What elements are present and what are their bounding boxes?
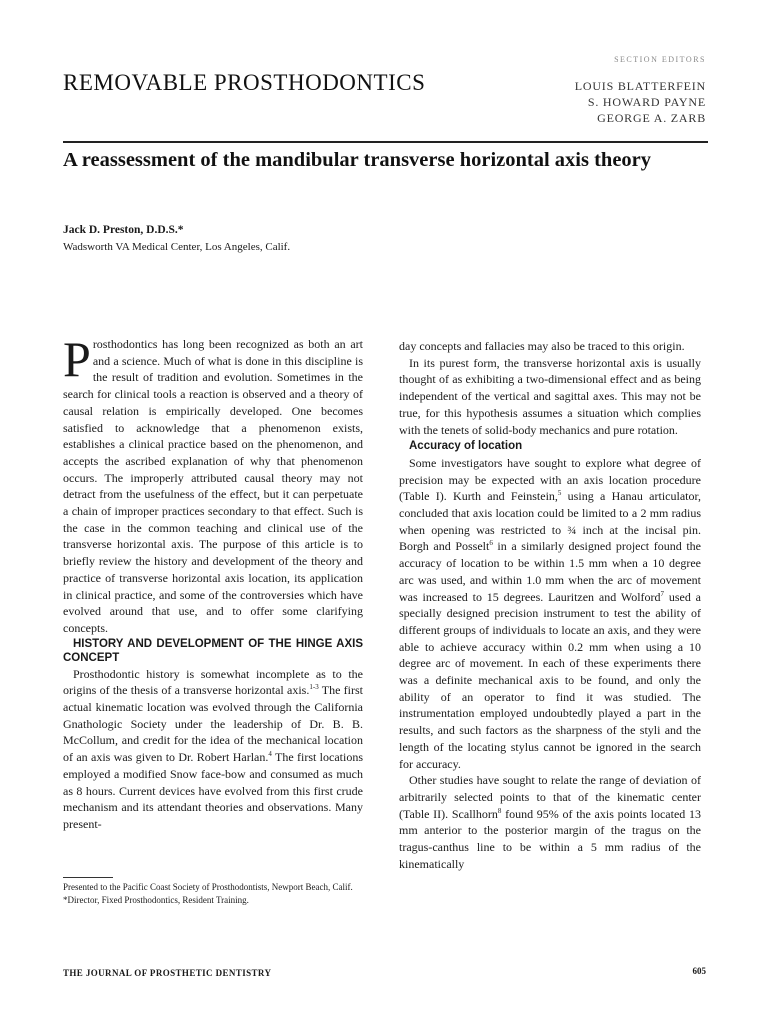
section-editors-list (575, 78, 706, 126)
section-heading-accuracy: Accuracy of location (409, 440, 523, 453)
author-affiliation: Wadsworth VA Medical Center, Los Angeles, Calif. (63, 241, 291, 253)
footnote-presented: Presented to the Pacific Coast Society of Prosthodontists, Newport Beach, Calif. (63, 882, 353, 892)
author-name: Jack D. Preston, D.D.S.* (63, 224, 184, 236)
continued-paragraph: day concepts and fallacies may also be traced to this origin. (399, 339, 685, 353)
drop-cap: P (63, 331, 91, 387)
left-column (63, 331, 363, 833)
purest-form-paragraph: In its purest form, the transverse horizontal axis is usually thought of as exhibiting a two-dimensional effect and as being independent of the vertical and sagittal axes. This may not be true, for this hypothesis assumes a situation which complies with the tenets of solid-body mechanics and pure rotation. (399, 355, 701, 437)
footnote-director: *Director, Fixed Prosthodontics, Resident Training. (63, 894, 249, 905)
editor-name: S. HOWARD PAYNE (587, 95, 706, 109)
accuracy-paragraph: Some investigators have sought to explore what degree of precision may be expected with an axis location procedure (Table I). Kurth and Feinstein,$^5$ using a Hanau articulator, concluded that axis location could be limited to a 2 mm radius when opening was restricted to ¾ inch at the incisal pin. Borgh and Posselt$^6$ in a similarly designed project found the accuracy of location to be within 1.5 mm when a 10 degree arc was used, and within 1.0 mm when the arc of movement was increased to 15 degrees. Lauritzen and Wolford$^7$ used a specially designed precision instrument to test the ability of different groups of individuals to locate an axis, and they were able to achieve accuracy within 0.2 mm when using a 10 degree arc of movement. In each of these experiments there was a definite mechanical axis to be found, and only the ability of an operator to find it was studied. The instrumentation employed undoubtedly played a part in the results, and such factors as the sharpness of the styli and the length of the locating stylus cannot be ignored in the search for accuracy. (399, 455, 701, 771)
editor-name: GEORGE A. ZARB (597, 111, 706, 125)
footnotes (63, 881, 363, 906)
journal-name: THE JOURNAL OF PROSTHETIC DENTISTRY (63, 968, 272, 978)
history-paragraph: Prosthodontic history is somewhat incomplete as to the origins of the thesis of a transverse horizontal axis.$^{1-3}$ The first actual kinematic location was evolved through the California Gnathologic Society under the leadership of Dr. B. B. McCollum, and credit for the idea of the mechanical location of an axis was given to Dr. Robert Harlan.$^4$ The first locations employed a modified Snow face-bow and consumed as much as 8 hours. Current devices have evolved from this first crude mechanism and its attendant theories and observations. Many present- (63, 666, 363, 831)
header-rule (63, 141, 708, 143)
editor-name: LOUIS BLATTERFEIN (574, 79, 706, 93)
section-title: REMOVABLE PROSTHODONTICS (63, 70, 426, 95)
footnote-rule (63, 877, 113, 878)
page-number: 605 (692, 966, 706, 976)
article-title: A reassessment of the mandibular transverse horizontal axis theory (63, 149, 652, 171)
right-column (399, 338, 701, 873)
intro-paragraph (63, 331, 363, 637)
intro-text: rosthodontics has long been recognized as both an art and a science. Much of what is done in this discipline is the result of tradition and evolution. Sometimes in the search for clinical tools a reaction is observed and a theory of causal relation is empirically developed. One becomes satisfied to acknowledge that a phenomenon exists, establishes a clinical practice based on the phenomenon, and accepts the ascribed explanation of why that phenomenon occurs. The improperly attributed causal theory may not detract from the usefulness of the effect, but it can perpetuate a chain of improper practices secondary to that effect. Such is the case in the common teaching and clinical use of the transverse horizontal axis. The purpose of this article is to briefly review the history and development of the theory and practice of transverse horizontal axis location, its application in clinical practice, and some of the controversies which have evolved around that use, and to offer some clarifying concepts. (63, 337, 363, 635)
section-heading-history: HISTORY AND DEVELOPMENT OF THE HINGE AXIS CONCEPT (63, 637, 363, 665)
section-editors-heading: SECTION EDITORS (614, 55, 706, 64)
other-studies-paragraph: Other studies have sought to relate the range of deviation of arbitrarily selected points to that of the kinematic center (Table II). Scallhorn$^8$ found 95% of the axis points located 13 mm anterior to the posterior margin of the tragus on the tragus-canthus line to be within a 5 mm radius of the kinematically (399, 773, 702, 871)
